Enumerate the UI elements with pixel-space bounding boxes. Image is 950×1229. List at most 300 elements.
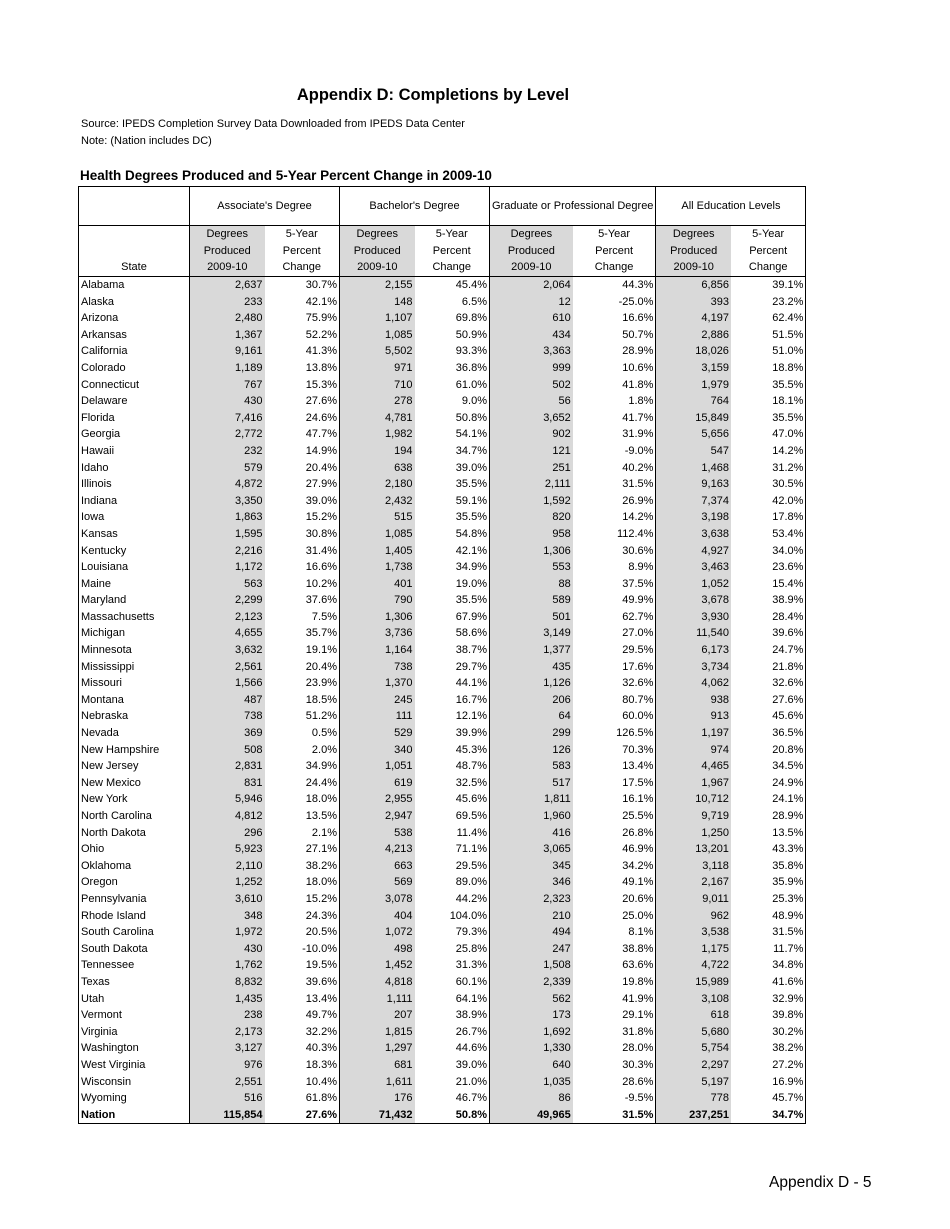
degrees-cell: 434 [490,327,573,344]
percent-cell: 61.0% [415,377,490,394]
degrees-cell: 115,854 [190,1107,265,1124]
percent-cell: 67.9% [415,609,490,626]
table-row [79,1107,806,1124]
degrees-cell: 3,078 [340,891,415,908]
table-row [79,725,806,742]
degrees-cell: 345 [490,858,573,875]
degrees-cell: 3,610 [190,891,265,908]
percent-cell: 29.7% [415,659,490,676]
degrees-cell: 13,201 [656,841,731,858]
table-row [79,1057,806,1074]
percent-cell: 34.2% [573,858,656,875]
header-line: Percent [432,244,471,257]
percent-cell: 11.7% [731,941,806,958]
table-row [79,941,806,958]
percent-cell: 24.1% [731,791,806,808]
percent-cell: 20.4% [265,659,340,676]
percent-cell: 8.1% [573,924,656,941]
degrees-cell: 1,197 [656,725,731,742]
percent-cell: 35.5% [731,377,806,394]
degrees-cell: 4,655 [190,625,265,642]
percent-cell: 16.6% [265,559,340,576]
degrees-cell: 1,306 [490,543,573,560]
table-row [79,493,806,510]
degrees-cell: 2,772 [190,426,265,443]
degrees-cell: 15,849 [656,410,731,427]
percent-cell: 17.5% [573,775,656,792]
state-cell: Oklahoma [79,858,190,875]
percent-cell: 21.0% [415,1074,490,1091]
table-row [79,476,806,493]
state-cell: New Hampshire [79,742,190,759]
percent-cell: 50.8% [415,1107,490,1124]
degrees-cell: 618 [656,1007,731,1024]
percent-cell: 39.6% [731,625,806,642]
degrees-cell: 1,085 [340,526,415,543]
degrees-cell: 348 [190,908,265,925]
table-row [79,343,806,360]
table-row [79,957,806,974]
state-cell: Hawaii [79,443,190,460]
percent-cell: 49.9% [573,592,656,609]
degrees-cell: 778 [656,1090,731,1107]
state-cell: Arkansas [79,327,190,344]
degrees-cell: 1,126 [490,675,573,692]
percent-cell: 54.1% [415,426,490,443]
degrees-cell: 2,111 [490,476,573,493]
degrees-cell: 176 [340,1090,415,1107]
percent-cell: 24.7% [731,642,806,659]
percent-cell: 13.4% [265,991,340,1008]
percent-cell: 51.2% [265,708,340,725]
degrees-cell: 2,637 [190,277,265,294]
percent-cell: 38.7% [415,642,490,659]
percent-cell: 44.6% [415,1040,490,1057]
state-cell: Idaho [79,460,190,477]
header-line: 5-Year [285,228,318,241]
percent-cell: 46.7% [415,1090,490,1107]
state-cell: Virginia [79,1024,190,1041]
degrees-cell: 517 [490,775,573,792]
percent-cell: 24.6% [265,410,340,427]
table-row [79,758,806,775]
percent-cell: 58.6% [415,625,490,642]
degrees-cell: 1,297 [340,1040,415,1057]
page-footer: Appendix D - 5 [769,1174,872,1191]
percent-cell: 36.8% [415,360,490,377]
table-row [79,294,806,311]
degrees-produced-header [340,226,415,277]
degrees-cell: 764 [656,393,731,410]
percent-cell: 30.2% [731,1024,806,1041]
degrees-cell: 2,561 [190,659,265,676]
degrees-cell: 3,350 [190,493,265,510]
percent-cell: 80.7% [573,692,656,709]
degrees-cell: 538 [340,825,415,842]
degrees-cell: 340 [340,742,415,759]
degrees-cell: 2,339 [490,974,573,991]
percent-cell: 34.8% [731,957,806,974]
degrees-cell: 1,972 [190,924,265,941]
percent-cell: 27.1% [265,841,340,858]
degrees-cell: 3,736 [340,625,415,642]
percent-cell: 16.7% [415,692,490,709]
table-row [79,360,806,377]
degrees-cell: 663 [340,858,415,875]
percent-cell: 18.5% [265,692,340,709]
state-cell: New York [79,791,190,808]
percent-cell: 19.1% [265,642,340,659]
state-cell: Nebraska [79,708,190,725]
percent-cell: 48.9% [731,908,806,925]
degrees-cell: 738 [190,708,265,725]
table-row [79,791,806,808]
percent-cell: 34.5% [731,758,806,775]
percent-cell: 42.0% [731,493,806,510]
table-row [79,377,806,394]
header-line: Change [594,261,634,274]
degrees-cell: 4,722 [656,957,731,974]
percent-cell: 104.0% [415,908,490,925]
degrees-cell: 610 [490,310,573,327]
degrees-cell: 3,065 [490,841,573,858]
degrees-cell: 2,947 [340,808,415,825]
degrees-cell: 71,432 [340,1107,415,1124]
degrees-produced-header [190,226,265,277]
percent-cell: 62.7% [573,609,656,626]
table-row [79,675,806,692]
degrees-cell: 1,306 [340,609,415,626]
percent-cell: 15.2% [265,509,340,526]
degrees-cell: 1,111 [340,991,415,1008]
degrees-cell: 2,831 [190,758,265,775]
percent-cell: 16.9% [731,1074,806,1091]
degrees-cell: 1,250 [656,825,731,842]
table-row [79,1024,806,1041]
degrees-cell: 2,123 [190,609,265,626]
degrees-cell: 902 [490,426,573,443]
percent-cell: 27.9% [265,476,340,493]
percent-cell: 35.8% [731,858,806,875]
percent-cell: 25.8% [415,941,490,958]
percent-cell: 44.3% [573,277,656,294]
percent-cell: 29.5% [415,858,490,875]
percent-cell: 62.4% [731,310,806,327]
percent-cell: 15.3% [265,377,340,394]
degrees-cell: 2,323 [490,891,573,908]
state-cell: Massachusetts [79,609,190,626]
percent-cell: 13.5% [731,825,806,842]
percent-cell: 51.5% [731,327,806,344]
degrees-cell: 767 [190,377,265,394]
state-cell: Wisconsin [79,1074,190,1091]
state-cell: Connecticut [79,377,190,394]
percent-cell: 60.1% [415,974,490,991]
percent-cell: 14.9% [265,443,340,460]
graduate-group-header: Graduate or Professional Degree [490,187,656,226]
state-cell: Kentucky [79,543,190,560]
percent-cell: 18.3% [265,1057,340,1074]
table-row [79,908,806,925]
degrees-cell: 681 [340,1057,415,1074]
percent-cell: 31.2% [731,460,806,477]
percent-cell: 41.3% [265,343,340,360]
percent-cell: 60.0% [573,708,656,725]
percent-cell: 18.0% [265,874,340,891]
degrees-cell: 2,155 [340,277,415,294]
percent-cell: 40.3% [265,1040,340,1057]
percent-cell: 34.7% [731,1107,806,1124]
percent-cell: 44.1% [415,675,490,692]
degrees-cell: 1,051 [340,758,415,775]
percent-cell: 0.5% [265,725,340,742]
degrees-cell: 9,719 [656,808,731,825]
percent-cell: 27.2% [731,1057,806,1074]
percent-cell: 27.0% [573,625,656,642]
percent-cell: 28.4% [731,609,806,626]
header-line: 5-Year [752,228,785,241]
percent-cell: 35.5% [731,410,806,427]
percent-cell: 32.6% [731,675,806,692]
degrees-cell: 3,930 [656,609,731,626]
degrees-cell: 913 [656,708,731,725]
table-row [79,1007,806,1024]
degrees-cell: 3,127 [190,1040,265,1057]
degrees-cell: 430 [190,393,265,410]
state-cell: Mississippi [79,659,190,676]
percent-cell: 32.6% [573,675,656,692]
degrees-cell: 1,508 [490,957,573,974]
header-line: 5-Year [598,228,631,241]
percent-cell: 38.8% [573,941,656,958]
state-cell: Nation [79,1107,190,1124]
state-cell: New Jersey [79,758,190,775]
percent-cell: 23.9% [265,675,340,692]
degrees-cell: 1,982 [340,426,415,443]
degrees-cell: 3,363 [490,343,573,360]
degrees-cell: 2,216 [190,543,265,560]
percent-cell: 35.5% [415,509,490,526]
table-row [79,991,806,1008]
percent-cell: 47.7% [265,426,340,443]
state-cell: North Dakota [79,825,190,842]
header-line: Change [432,261,472,274]
percent-cell: 12.1% [415,708,490,725]
percent-cell: 6.5% [415,294,490,311]
table-row [79,592,806,609]
percent-cell: 38.2% [731,1040,806,1057]
percent-cell: 30.7% [265,277,340,294]
percent-cell: 26.7% [415,1024,490,1041]
percent-cell: 21.8% [731,659,806,676]
percent-cell: 19.8% [573,974,656,991]
degrees-cell: 962 [656,908,731,925]
table-row [79,443,806,460]
percent-cell: 51.0% [731,343,806,360]
percent-cell: 31.5% [731,924,806,941]
degrees-cell: 2,299 [190,592,265,609]
degrees-cell: 1,468 [656,460,731,477]
percent-cell: 39.0% [415,460,490,477]
percent-cell: 13.4% [573,758,656,775]
percent-cell: 53.4% [731,526,806,543]
percent-cell: 31.3% [415,957,490,974]
percent-cell: 24.9% [731,775,806,792]
percent-cell: 39.8% [731,1007,806,1024]
percent-cell: 70.3% [573,742,656,759]
percent-cell: 27.6% [265,1107,340,1124]
degrees-cell: 299 [490,725,573,742]
percent-cell: 28.0% [573,1040,656,1057]
table-row [79,625,806,642]
table-row [79,974,806,991]
degrees-cell: 18,026 [656,343,731,360]
percent-cell: 35.5% [415,476,490,493]
state-cell: Maine [79,576,190,593]
degrees-cell: 4,781 [340,410,415,427]
percent-cell: 26.8% [573,825,656,842]
degrees-cell: 5,946 [190,791,265,808]
degrees-cell: 1,085 [340,327,415,344]
table-title: Health Degrees Produced and 5-Year Percent Change in 2009-10 [80,168,492,183]
degrees-cell: 207 [340,1007,415,1024]
subheader-row [79,226,806,277]
percent-cell: 93.3% [415,343,490,360]
degrees-cell: 401 [340,576,415,593]
state-cell: New Mexico [79,775,190,792]
percent-cell: 30.3% [573,1057,656,1074]
percent-cell: 49.7% [265,1007,340,1024]
percent-cell: 79.3% [415,924,490,941]
degrees-cell: 5,197 [656,1074,731,1091]
percent-cell: 32.2% [265,1024,340,1041]
table-row [79,642,806,659]
percent-cell: 2.1% [265,825,340,842]
degrees-cell: 247 [490,941,573,958]
degrees-cell: 1,692 [490,1024,573,1041]
header-line: Percent [749,244,788,257]
degrees-cell: 1,052 [656,576,731,593]
degrees-cell: 5,680 [656,1024,731,1041]
degrees-cell: 393 [656,294,731,311]
percent-cell: 18.0% [265,791,340,808]
page-title: Appendix D: Completions by Level [296,86,570,104]
degrees-cell: 1,330 [490,1040,573,1057]
table-row [79,609,806,626]
percent-cell: 15.2% [265,891,340,908]
degrees-cell: 346 [490,874,573,891]
header-line: Degrees [356,228,399,241]
degrees-cell: 238 [190,1007,265,1024]
percent-cell: 46.9% [573,841,656,858]
degrees-cell: 1,811 [490,791,573,808]
percent-cell: 39.0% [415,1057,490,1074]
associate-group-header: Associate's Degree [190,187,340,226]
percent-cell: 63.6% [573,957,656,974]
degrees-cell: 562 [490,991,573,1008]
header-line: Change [282,261,322,274]
percent-change-header [265,226,340,277]
degrees-cell: 210 [490,908,573,925]
percent-cell: 38.9% [731,592,806,609]
percent-cell: 2.0% [265,742,340,759]
percent-cell: 18.8% [731,360,806,377]
percent-change-header [731,226,806,277]
degrees-cell: 251 [490,460,573,477]
percent-cell: 112.4% [573,526,656,543]
percent-cell: 13.5% [265,808,340,825]
degrees-cell: 1,164 [340,642,415,659]
degrees-cell: 1,435 [190,991,265,1008]
percent-cell: 75.9% [265,310,340,327]
percent-cell: 50.9% [415,327,490,344]
percent-cell: 42.1% [265,294,340,311]
state-cell: Texas [79,974,190,991]
percent-cell: 52.2% [265,327,340,344]
percent-cell: 27.6% [731,692,806,709]
state-cell: Minnesota [79,642,190,659]
state-cell: Maryland [79,592,190,609]
percent-cell: 35.7% [265,625,340,642]
degrees-cell: 3,632 [190,642,265,659]
degrees-cell: 6,173 [656,642,731,659]
percent-cell: 37.6% [265,592,340,609]
degrees-cell: 2,432 [340,493,415,510]
percent-cell: 61.8% [265,1090,340,1107]
percent-cell: 29.1% [573,1007,656,1024]
degrees-cell: 516 [190,1090,265,1107]
degrees-cell: 6,856 [656,277,731,294]
percent-cell: 69.8% [415,310,490,327]
state-cell: Kansas [79,526,190,543]
header-line: Produced [203,244,251,257]
percent-cell: 39.9% [415,725,490,742]
degrees-cell: 958 [490,526,573,543]
percent-cell: 29.5% [573,642,656,659]
degrees-cell: 4,818 [340,974,415,991]
percent-cell: -9.5% [573,1090,656,1107]
state-cell: Tennessee [79,957,190,974]
header-line: Produced [507,244,555,257]
state-cell: Arizona [79,310,190,327]
table-row [79,277,806,294]
state-cell: Indiana [79,493,190,510]
degrees-cell: 430 [190,941,265,958]
state-cell: Louisiana [79,559,190,576]
table-row [79,509,806,526]
percent-cell: 31.4% [265,543,340,560]
degrees-cell: 563 [190,576,265,593]
degrees-cell: 11,540 [656,625,731,642]
percent-cell: 31.5% [573,476,656,493]
degrees-cell: 508 [190,742,265,759]
degrees-cell: 2,173 [190,1024,265,1041]
percent-cell: 45.3% [415,742,490,759]
state-cell: Alabama [79,277,190,294]
degrees-cell: 4,812 [190,808,265,825]
degrees-cell: 15,989 [656,974,731,991]
table-row [79,708,806,725]
percent-cell: 45.7% [731,1090,806,1107]
percent-cell: 31.8% [573,1024,656,1041]
table-row [79,543,806,560]
table-row [79,576,806,593]
percent-cell: 7.5% [265,609,340,626]
percent-cell: 26.9% [573,493,656,510]
degrees-cell: 1,592 [490,493,573,510]
table-row [79,692,806,709]
header-line: 2009-10 [673,261,714,274]
